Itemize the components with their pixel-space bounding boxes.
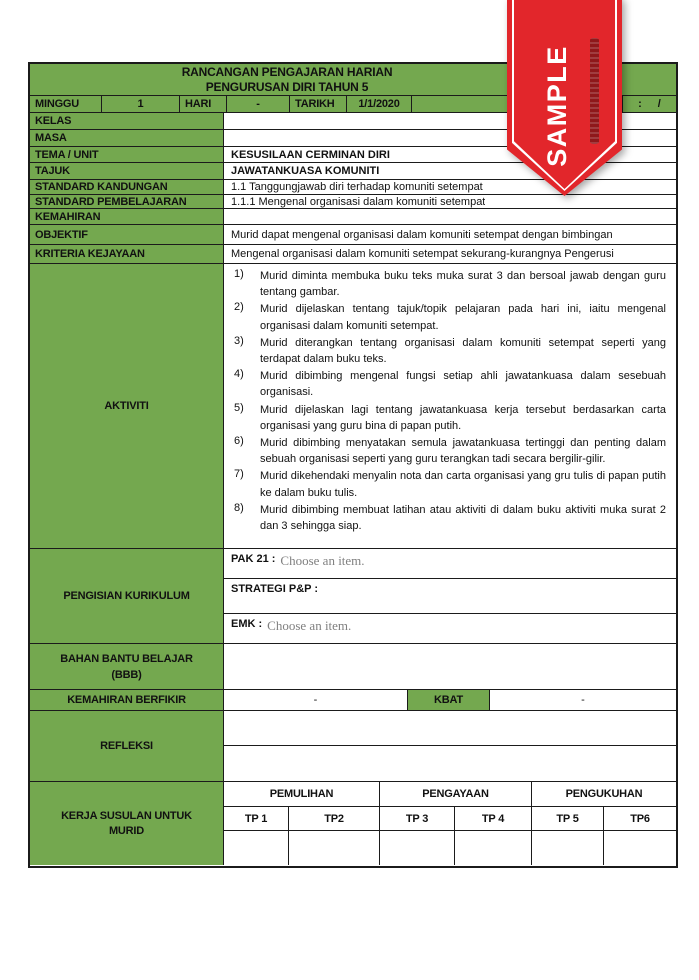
- bbb-label: [30, 644, 224, 689]
- bbb-section: [30, 644, 676, 690]
- refleksi-label: REFLEKSI: [30, 711, 224, 781]
- tarikh-label: TARIKH: [290, 96, 347, 112]
- tp1-header: TP 1: [224, 807, 289, 830]
- tp5-header: TP 5: [532, 807, 604, 830]
- refleksi-section: [30, 711, 676, 782]
- slash-text: /: [657, 98, 661, 110]
- kemahiran-berfikir-row: [30, 690, 676, 711]
- pemulihan-header: PEMULIHAN: [224, 782, 380, 806]
- kemahiran-row: [30, 209, 676, 225]
- bbb-value: [224, 644, 676, 689]
- standard-kandungan-value: 1.1 Tanggungjawab diri terhadap komuniti setempat: [231, 181, 483, 193]
- objektif-label: OBJEKTIF: [30, 225, 224, 244]
- kriteria-row: [30, 245, 676, 264]
- tajuk-value: JAWATANKUASA KOMUNITI: [231, 165, 380, 177]
- item-text: Murid dibimbing menyatakan semula jawatankuasa tertinggi dan penting dalam sebuah organisasi seperti yang guru terangkan tadi secara bergilir-gilir.: [260, 437, 666, 466]
- item-number: 4): [234, 368, 244, 381]
- pengukuhan-header: PENGUKUHAN: [565, 788, 643, 800]
- masa-ratio-cell: [623, 96, 676, 112]
- sample-ribbon: [507, 0, 622, 196]
- title-line-1: RANCANGAN PENGAJARAN HARIAN: [181, 64, 393, 79]
- aktiviti-item: [234, 435, 666, 467]
- item-number: 3): [234, 334, 244, 347]
- title-line-2: PENGURUSAN DIRI TAHUN 5: [205, 79, 369, 94]
- aktiviti-item: [234, 335, 666, 367]
- emk-label: EMK :: [231, 618, 263, 631]
- emk-row: [224, 614, 676, 643]
- item-number: 7): [234, 468, 244, 481]
- sample-ribbon-label: SAMPLE: [541, 45, 572, 167]
- kemahiran-berfikir-label: KEMAHIRAN BERFIKIR: [30, 690, 224, 710]
- bbb-label-line-2: (BBB): [111, 668, 142, 681]
- refleksi-row-1: [224, 711, 676, 746]
- kemahiran-berfikir-value: -: [224, 690, 408, 710]
- standard-pembelajaran-value: 1.1.1 Mengenal organisasi dalam komuniti setempat: [231, 195, 486, 208]
- tp6-header: TP6: [630, 812, 650, 825]
- aktiviti-item: [234, 301, 666, 333]
- watermark-badge: [586, 32, 603, 150]
- item-number: 2): [234, 301, 244, 314]
- tp4-header: TP 4: [455, 807, 532, 830]
- kerja-susulan-section: [30, 782, 676, 865]
- tp2-header: TP2: [289, 807, 380, 830]
- emk-dropdown-placeholder[interactable]: Choose an item.: [267, 618, 352, 634]
- minggu-value: 1: [102, 96, 180, 112]
- aktiviti-item: [234, 468, 666, 500]
- aktiviti-list: [224, 264, 676, 548]
- refleksi-row-2: [224, 746, 676, 781]
- strategi-row: [224, 579, 676, 615]
- kemahiran-value: [224, 209, 231, 224]
- kriteria-label: KRITERIA KEJAYAAN: [30, 245, 224, 263]
- tp4-value-cell: [455, 831, 532, 865]
- strategi-label: STRATEGI P&P :: [231, 582, 318, 595]
- kbat-value: -: [581, 694, 585, 706]
- kerja-susulan-label-line-1: KERJA SUSULAN UNTUK: [61, 810, 192, 822]
- tarikh-value: 1/1/2020: [347, 96, 412, 112]
- standard-pembelajaran-row: [30, 195, 676, 209]
- item-number: 5): [234, 401, 244, 414]
- masa-label: MASA: [30, 130, 224, 146]
- aktiviti-section: [30, 264, 676, 549]
- pak21-label: PAK 21 :: [231, 553, 276, 565]
- hari-label: HARI: [180, 96, 227, 112]
- minggu-label: MINGGU: [30, 96, 102, 112]
- tp1-value-cell: [224, 831, 289, 865]
- standard-pembelajaran-label: STANDARD PEMBELAJARAN: [30, 195, 224, 208]
- aktiviti-item: [234, 502, 666, 534]
- objektif-value: Murid dapat mengenal organisasi dalam komuniti setempat dengan bimbingan: [231, 228, 613, 241]
- item-text: Murid dijelaskan tentang tajuk/topik pelajaran pada hari ini, iaitu mengenal organisasi dalam komuniti setempat.: [260, 303, 666, 332]
- tp6-value-cell: [604, 831, 676, 865]
- kelas-value: [224, 113, 231, 129]
- masa-value: [224, 130, 231, 146]
- kriteria-value: Mengenal organisasi dalam komuniti setempat sekurang-kurangnya Pengerusi: [231, 248, 614, 260]
- colon-text: :: [638, 98, 642, 110]
- tp-value-row: [224, 831, 676, 865]
- item-text: Murid dibimbing membuat latihan atau aktiviti di dalam buku aktiviti muka surat 2 dan 3 sehingga siap.: [260, 503, 666, 533]
- aktiviti-label: AKTIVITI: [30, 264, 224, 548]
- item-number: 1): [234, 268, 244, 280]
- item-text: Murid diminta membuka buku teks muka surat 3 dan bersoal jawab dengan guru tentang gambar.: [260, 270, 666, 299]
- hari-value: -: [227, 96, 290, 112]
- tema-value: KESUSILAAN CERMINAN DIRI: [231, 148, 390, 161]
- aktiviti-item: [234, 268, 666, 300]
- tema-label: TEMA / UNIT: [30, 147, 224, 162]
- kbat-label: KBAT: [408, 690, 490, 710]
- tajuk-label: TAJUK: [30, 163, 224, 179]
- tp-header-row: [224, 807, 676, 831]
- aktiviti-item: [234, 368, 666, 400]
- pengayaan-header: PENGAYAAN: [380, 782, 532, 806]
- item-text: Murid diterangkan tentang organisasi dalam komuniti setempat seperti yang terdapat dalam buku teks.: [260, 336, 666, 366]
- followup-group-header-row: [224, 782, 676, 807]
- pengisian-section: [30, 549, 676, 644]
- kelas-label: KELAS: [30, 113, 224, 129]
- standard-kandungan-label: STANDARD KANDUNGAN: [30, 180, 224, 194]
- bbb-label-line-1: BAHAN BANTU BELAJAR: [60, 652, 193, 665]
- tp3-header: TP 3: [380, 807, 455, 830]
- kemahiran-label: KEMAHIRAN: [30, 209, 224, 224]
- pengisian-label: PENGISIAN KURIKULUM: [30, 549, 224, 643]
- item-text: Murid dibimbing mengenal fungsi setiap ahli jawatankuasa dalam sesebuah organisasi.: [260, 370, 666, 399]
- kerja-susulan-label-line-2: MURID: [108, 825, 145, 837]
- item-text: Murid dikehendaki menyalin nota dan carta organisasi yang gru tulis di papan putih ke dalam buku tulis.: [260, 470, 666, 499]
- item-number: 6): [234, 435, 244, 448]
- document-title: [30, 64, 545, 95]
- tp3-value-cell: [380, 831, 455, 865]
- kerja-susulan-label: [30, 782, 224, 865]
- tp5-value-cell: [532, 831, 604, 865]
- tp2-value-cell: [289, 831, 380, 865]
- pak21-row: [224, 549, 676, 579]
- aktiviti-item: [234, 402, 666, 434]
- pak21-dropdown-placeholder[interactable]: Choose an item.: [280, 553, 365, 568]
- item-number: 8): [234, 501, 244, 514]
- item-text: Murid dijelaskan lagi tentang jawatankuasa kerja tersebut berdasarkan carta organisasi yang guru bina di papan putih.: [260, 403, 666, 432]
- objektif-row: [30, 225, 676, 245]
